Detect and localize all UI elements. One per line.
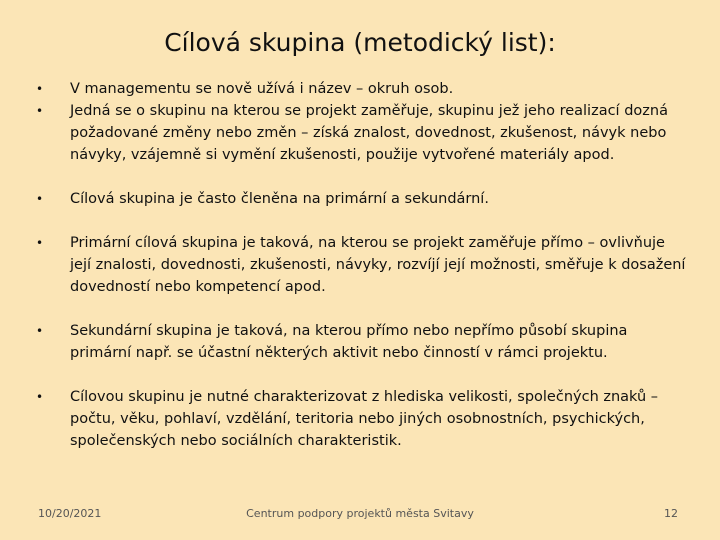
bullet-dot: • <box>36 390 44 404</box>
bullet-dot: • <box>36 104 44 118</box>
bullet-text: Sekundární skupina je taková, na kterou přímo nebo nepřímo působí skupina primární např. se účastní některých aktivit nebo činností v rámci projektu. <box>70 323 628 361</box>
bullet-text: V managementu se nově užívá i název – okruh osob. <box>70 81 454 97</box>
bullet-text: Jedná se o skupinu na kterou se projekt zaměřuje, skupinu jež jeho realizací dozná požadované změny nebo změn – získá znalost, dovednost, zkušenost, návyk nebo návyky, vzájemně si vymění zkušenosti, použije vytvořené materiály apod. <box>70 103 668 163</box>
bullet-dot: • <box>36 192 44 206</box>
bullet-dot: • <box>36 324 44 338</box>
bullet-item <box>36 320 686 364</box>
bullet-item <box>36 78 686 100</box>
bullet-text: Cílová skupina je často členěna na primární a sekundární. <box>70 191 489 207</box>
slide-title: Cílová skupina (metodický list): <box>164 28 556 57</box>
bullet-text: Primární cílová skupina je taková, na kterou se projekt zaměřuje přímo – ovlivňuje její znalosti, dovednosti, zkušenosti, návyky, rozvíjí její možnosti, směřuje k dosažení dovedností nebo kompetencí apod. <box>70 235 686 295</box>
bullet-item <box>36 100 686 166</box>
footer-organization: Centrum podpory projektů města Svitavy <box>246 507 474 520</box>
bullet-dot: • <box>36 236 44 250</box>
footer-page-number: 12 <box>664 507 678 520</box>
bullet-item <box>36 188 686 210</box>
bullet-item <box>36 386 686 452</box>
bullet-text: Cílovou skupinu je nutné charakterizovat z hlediska velikosti, společných znaků – počtu, věku, pohlaví, vzdělání, teritoria nebo jiných osobnostních, psychických, společenských nebo sociálních charakteristik. <box>70 389 659 449</box>
bullet-item <box>36 232 686 298</box>
bullet-list <box>36 78 686 452</box>
footer-date: 10/20/2021 <box>38 507 102 520</box>
bullet-dot: • <box>36 82 44 96</box>
